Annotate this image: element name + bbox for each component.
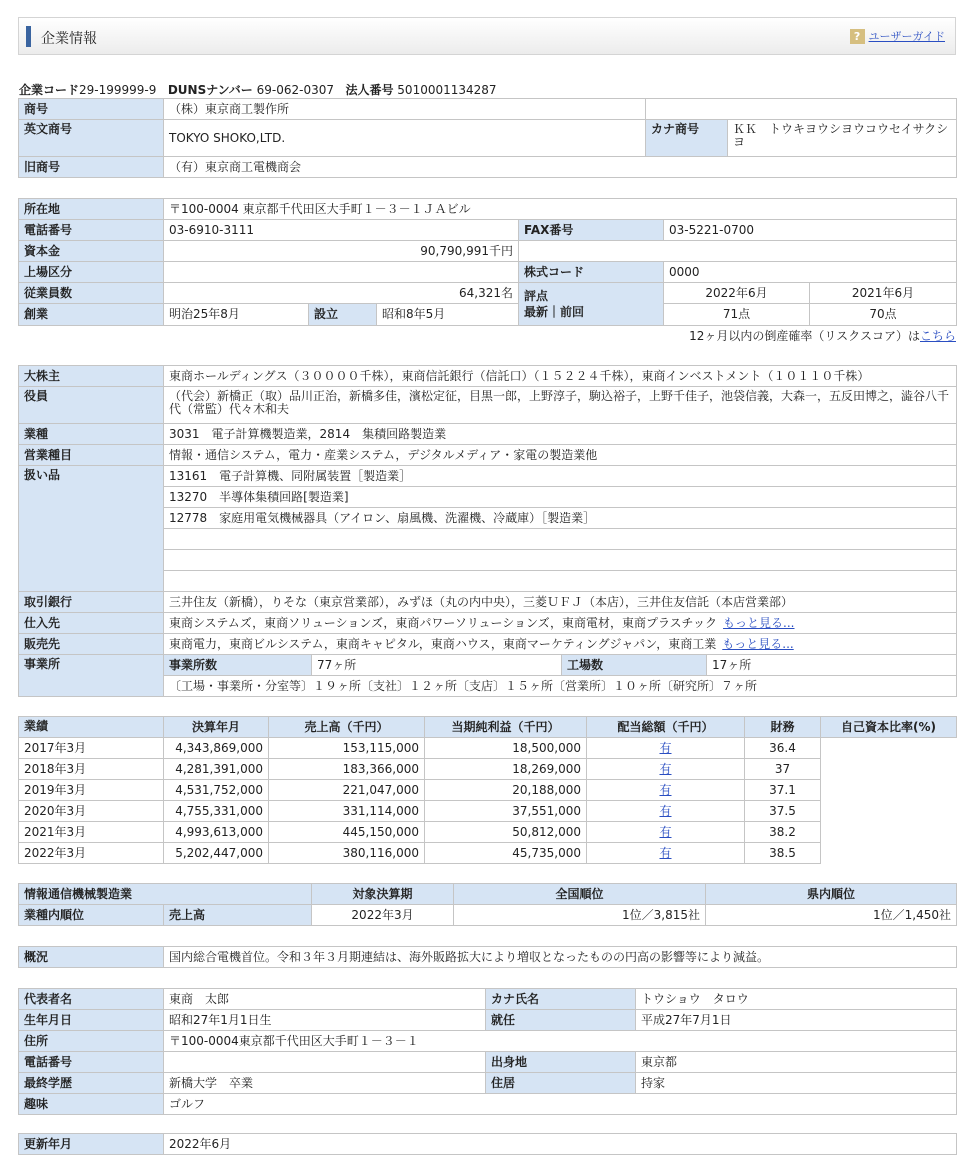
table-row	[19, 738, 957, 759]
financial-cell	[587, 822, 745, 843]
national-rank-label: 全国順位	[454, 884, 706, 905]
industry-label: 業種	[19, 424, 164, 445]
sales: 4,993,613,000	[164, 822, 269, 843]
user-guide[interactable]	[850, 28, 945, 44]
rep-kana: トウショウ タロウ	[636, 989, 957, 1010]
trade-name-label: 商号	[19, 99, 164, 120]
table-row	[19, 801, 957, 822]
product-item: 13161 電子計算機、同附属装置［製造業］	[164, 466, 957, 487]
customers-label: 販売先	[19, 634, 164, 655]
results-col-header: 当期純利益（千円）	[425, 717, 587, 738]
prefecture-rank-label: 県内順位	[706, 884, 957, 905]
table-row	[19, 822, 957, 843]
company-code: 29-199999-9	[79, 83, 157, 97]
factory-count: 17ヶ所	[707, 655, 957, 676]
officers: （代会）新橋正（取）品川正治，新橋多佳，濱松定征，目黒一郎，上野淳子，駒込裕子，上野千佳子，池袋信義，大森一，五反田博之，澁谷八千代（常監）代々木和夫	[164, 387, 957, 424]
office-count-label: 事業所数	[164, 655, 312, 676]
update-table	[18, 1133, 957, 1155]
rep-name: 東商 太郎	[164, 989, 486, 1010]
period: 2022年3月	[19, 843, 164, 864]
dividend: 45,735,000	[425, 843, 587, 864]
address: 〒100-0004 東京都千代田区大手町１－３－１ＪＡビル	[164, 199, 957, 220]
results-col-header: 売上高（千円）	[269, 717, 425, 738]
score-label-1: 評点	[524, 289, 549, 303]
birth-date: 昭和27年1月1日生	[164, 1010, 486, 1031]
phone: 03-6910-3111	[164, 220, 519, 241]
equity-ratio: 38.5	[745, 843, 821, 864]
overview-label: 概況	[19, 947, 164, 968]
duns-label: DUNSナンバー	[167, 83, 253, 97]
stock-code: 0000	[664, 262, 957, 283]
product-item	[164, 571, 957, 592]
listing	[164, 262, 519, 283]
suppliers-cell	[164, 613, 957, 634]
hometown-label: 出身地	[486, 1052, 636, 1073]
rep-address: 〒100-0004東京都千代田区大手町１－３－１	[164, 1031, 957, 1052]
rep-kana-label: カナ氏名	[486, 989, 636, 1010]
results-col-header: 財務	[745, 717, 821, 738]
fax: 03-5221-0700	[664, 220, 957, 241]
prefecture-rank: 1位／1,450社	[706, 905, 957, 926]
kana-name-label: カナ商号	[646, 120, 728, 157]
period: 2017年3月	[19, 738, 164, 759]
rep-name-label: 代表者名	[19, 989, 164, 1010]
dividend: 50,812,000	[425, 822, 587, 843]
equity-ratio: 37.1	[745, 780, 821, 801]
suppliers: 東商システムズ，東商ソリューションズ，東商パワーソリューションズ，東商電材，東商プラスチック	[169, 615, 718, 630]
products-label: 扱い品	[19, 466, 164, 592]
sales-label: 売上高	[164, 905, 312, 926]
profit: 153,115,000	[269, 738, 425, 759]
period-label: 対象決算期	[312, 884, 454, 905]
rep-phone-label: 電話番号	[19, 1052, 164, 1073]
results-col-header: 決算年月	[164, 717, 269, 738]
names-table	[18, 98, 957, 178]
score-label	[519, 283, 664, 326]
score-latest: 71点	[664, 304, 810, 326]
shareholders: 東商ホールディングス（３００００千株），東商信託銀行（信託口）（１５２２４千株），東商インベストメント（１０１１０千株）	[164, 366, 957, 387]
financial-cell	[587, 801, 745, 822]
financial-cell	[587, 759, 745, 780]
equity-ratio: 37.5	[745, 801, 821, 822]
risk-note	[689, 327, 956, 344]
english-name-label: 英文商号	[19, 120, 164, 157]
suppliers-more-link[interactable]: もっと見る...	[723, 615, 795, 630]
overview-text: 国内総合電機首位。令和３年３月期連結は、海外販路拡大により増収となったものの円高の影響等により減益。	[164, 947, 957, 968]
stock-code-label: 株式コード	[519, 262, 664, 283]
capital: 90,790,991千円	[164, 241, 519, 262]
product-item	[164, 550, 957, 571]
dividend: 18,500,000	[425, 738, 587, 759]
financial-cell	[587, 843, 745, 864]
equity-ratio: 37	[745, 759, 821, 780]
period: 2021年3月	[19, 822, 164, 843]
ranking-period: 2022年3月	[312, 905, 454, 926]
period: 2020年3月	[19, 801, 164, 822]
basic-info-table	[18, 198, 957, 326]
profit: 221,047,000	[269, 780, 425, 801]
hobby-label: 趣味	[19, 1094, 164, 1115]
residence-label: 住居	[486, 1073, 636, 1094]
help-icon[interactable]: ?	[850, 29, 865, 44]
banks-label: 取引銀行	[19, 592, 164, 613]
profit: 183,366,000	[269, 759, 425, 780]
corp-number-label: 法人番号	[345, 83, 394, 97]
kana-name: ＫＫ トウキヨウシヨウコウセイサクシヨ	[728, 120, 957, 157]
sales: 4,343,869,000	[164, 738, 269, 759]
page-title: 企業情報	[41, 31, 97, 47]
english-name: TOKYO SHOKO,LTD.	[164, 120, 646, 157]
old-name: （有）東京商工電機商会	[164, 157, 957, 178]
profit: 445,150,000	[269, 822, 425, 843]
profit: 331,114,000	[269, 801, 425, 822]
page-header	[18, 17, 956, 55]
financial-link[interactable]: 有	[659, 824, 672, 839]
factory-count-label: 工場数	[562, 655, 707, 676]
financial-cell	[587, 780, 745, 801]
office-breakdown: 〔工場・事業所・分室等〕１９ヶ所〔支社〕１２ヶ所〔支店〕１５ヶ所〔営業所〕１０ヶ所〔研究所〕７ヶ所	[164, 676, 957, 697]
address-label: 所在地	[19, 199, 164, 220]
old-name-label: 旧商号	[19, 157, 164, 178]
founded-label: 創業	[19, 304, 164, 326]
risk-score-link[interactable]: こちら	[919, 329, 956, 343]
financial-link[interactable]: 有	[659, 761, 672, 776]
score-prev: 70点	[810, 304, 957, 326]
score-latest-date: 2022年6月	[664, 283, 810, 304]
education: 新橋大学 卒業	[164, 1073, 486, 1094]
suppliers-label: 仕入先	[19, 613, 164, 634]
employees: 64,321名	[164, 283, 519, 304]
update-date: 2022年6月	[164, 1134, 957, 1155]
score-prev-date: 2021年6月	[810, 283, 957, 304]
inaugurated-date: 平成27年7月1日	[636, 1010, 957, 1031]
banks: 三井住友（新橋），りそな（東京営業部），みずほ（丸の内中央），三菱ＵＦＪ（本店），三井住友信託（本店営業部）	[164, 592, 957, 613]
user-guide-link[interactable]: ユーザーガイド	[868, 30, 945, 43]
sales: 4,531,752,000	[164, 780, 269, 801]
financial-cell	[587, 738, 745, 759]
phone-label: 電話番号	[19, 220, 164, 241]
hobby: ゴルフ	[164, 1094, 957, 1115]
results-table	[18, 716, 957, 864]
established-label: 設立	[309, 304, 377, 325]
results-col-header: 自己資本比率(%)	[821, 717, 957, 738]
business: 情報・通信システム，電力・産業システム，デジタルメディア・家電の製造業他	[164, 445, 957, 466]
employees-label: 従業員数	[19, 283, 164, 304]
header-accent-bar	[26, 26, 31, 47]
results-col-header: 配当総額（千円）	[587, 717, 745, 738]
capital-label: 資本金	[19, 241, 164, 262]
national-rank: 1位／3,815社	[454, 905, 706, 926]
education-label: 最終学歴	[19, 1073, 164, 1094]
established: 昭和8年5月	[382, 307, 446, 321]
trade-name: （株）東京商工製作所	[164, 99, 646, 120]
details-table	[18, 365, 957, 697]
industry-rank-label: 業種内順位	[19, 905, 164, 926]
risk-note-text: 12ヶ月以内の倒産確率（リスクスコア）は	[689, 329, 920, 343]
founded: 明治25年8月	[164, 304, 309, 326]
financial-link[interactable]: 有	[659, 845, 672, 860]
ranking-table	[18, 883, 957, 926]
product-item: 13270 半導体集積回路[製造業]	[164, 487, 957, 508]
results-label: 業績	[19, 717, 164, 738]
sales: 5,202,447,000	[164, 843, 269, 864]
birth-label: 生年月日	[19, 1010, 164, 1031]
code-line	[19, 81, 497, 98]
office-count: 77ヶ所	[312, 655, 562, 676]
table-row	[19, 843, 957, 864]
rep-phone	[164, 1052, 486, 1073]
period: 2019年3月	[19, 780, 164, 801]
rep-address-label: 住所	[19, 1031, 164, 1052]
financial-link[interactable]: 有	[659, 803, 672, 818]
business-label: 営業種目	[19, 445, 164, 466]
profit: 380,116,000	[269, 843, 425, 864]
representative-table	[18, 988, 957, 1115]
empty-cell	[519, 241, 957, 262]
industry: 3031 電子計算機製造業，2814 集積回路製造業	[164, 424, 957, 445]
customers-cell	[164, 634, 957, 655]
inaugurated-label: 就任	[486, 1010, 636, 1031]
duns-number: 69-062-0307	[256, 83, 334, 97]
sales: 4,281,391,000	[164, 759, 269, 780]
hometown: 東京都	[636, 1052, 957, 1073]
sales: 4,755,331,000	[164, 801, 269, 822]
company-code-label: 企業コード	[19, 83, 80, 97]
table-row	[19, 780, 957, 801]
score-label-2: 最新｜前回	[524, 305, 585, 319]
equity-ratio: 36.4	[745, 738, 821, 759]
product-item	[164, 529, 957, 550]
corp-number: 5010001134287	[397, 83, 497, 97]
empty-cell	[646, 99, 957, 120]
customers-more-link[interactable]: もっと見る...	[722, 636, 794, 651]
offices-label: 事業所	[19, 655, 164, 697]
financial-link[interactable]: 有	[659, 740, 672, 755]
overview-table	[18, 946, 957, 968]
dividend: 37,551,000	[425, 801, 587, 822]
financial-link[interactable]: 有	[659, 782, 672, 797]
residence: 持家	[636, 1073, 957, 1094]
equity-ratio: 38.2	[745, 822, 821, 843]
customers: 東商電力，東商ビルシステム，東商キャピタル，東商ハウス，東商マーケティングジャパン，東商工業	[169, 636, 717, 651]
fax-label: FAX番号	[519, 220, 664, 241]
update-label: 更新年月	[19, 1134, 164, 1155]
officers-label: 役員	[19, 387, 164, 424]
established-cell	[309, 304, 519, 326]
product-item: 12778 家庭用電気機械器具（アイロン、扇風機、洗濯機、冷蔵庫）［製造業］	[164, 508, 957, 529]
shareholders-label: 大株主	[19, 366, 164, 387]
period: 2018年3月	[19, 759, 164, 780]
listing-label: 上場区分	[19, 262, 164, 283]
table-row	[19, 759, 957, 780]
ranking-industry: 情報通信機械製造業	[19, 884, 312, 905]
dividend: 20,188,000	[425, 780, 587, 801]
dividend: 18,269,000	[425, 759, 587, 780]
